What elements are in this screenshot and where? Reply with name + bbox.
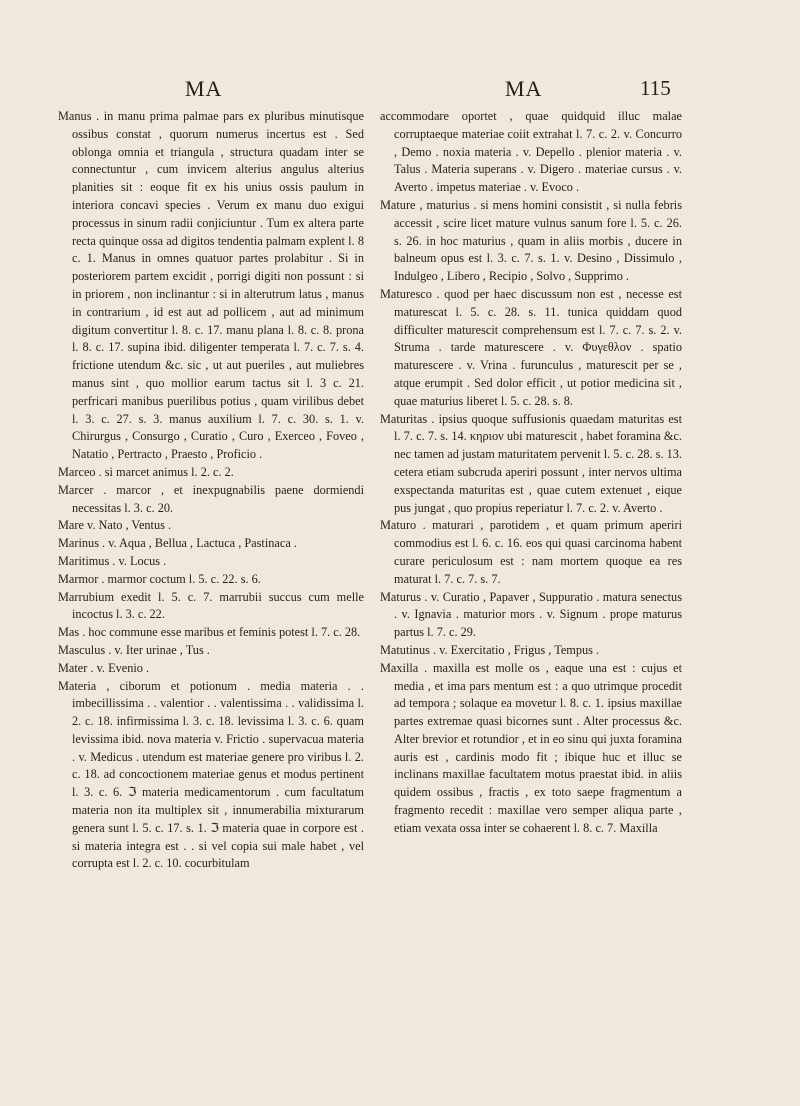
- entry-marinus: Marinus . v. Aqua , Bellua , Lactuca , Pastinaca .: [58, 536, 297, 551]
- entry-maturo: Maturo . maturari , parotidem , et quam primum aperiri commodius est l. 6. c. 16. eos qui quasi carcinoma habent curare periculosum est : nam mortem quoque ea res maturat l. 7. c. 7. s. 7.: [380, 518, 682, 586]
- entry-maxilla: Maxilla . maxilla est molle os , eaque una est : cujus et media , et ima pars mentum est : a quo utrimque procedit ad tempora ; solaque ea movetur l. 8. c. 1. ipsius maxillae partes extremae quasi bicornes sunt . Alter processus &c. Alter brevior et rotundior , et in eo sinu qui juxta foramina auris est , cardinis modo fit ; ibique huc et illuc se inclinans maxillae facultatem motus praestat ibid. in aliis quidem ossibus , fractis , ex toto saepe fragmentum a fragmento recedit : maxillae vero semper aliqua parte , etiam vexata ossa inter se cohaerent l. 8. c. 7. Maxilla: [380, 660, 682, 835]
- entry-manus: Manus . in manu prima palmae pars ex pluribus minutisque ossibus constat , quorum numerus incertus est . Sed oblonga omnia et triangula , structura quadam inter se connectuntur , cum invicem alterius angulus alterius planities sit : eoque fit ex his unius ossis paulum in interiora concavi species . Verum ex manu duo exigui processus in sinum radii conjiciuntur . Tum ex altera parte recta quinque ossa ad digitos tendentia palmam explent l. 8 c. 1. Manus in omnes quatuor partes prolabitur . Si in posteriorem partem excidit , porrigi digiti non possunt : si in priorem , non inclinantur : si in alterutrum latus , manus in contrarium , id est aut ad pollicem , aut ad minimum digitum convertitur l. 8. c. 17. manu plana l. 8. c. 8. prona l. 8. c. 17. supina ibid. diligenter temperata l. 7. c. 7. s. 4. frictione utendum &c. sic , ut aut pueriles , aut muliebres manus sint , quo mollior earum tactus sit l. 3 c. 21. perfricari manibus puerilibus potius , quam virilibus debet l. 3. c. 27. s. 3. manus auxilium l. 7. c. 30. s. 1. v. Chirurgus , Consurgo , Curatio , Curo , Exerceo , Foveo , Natatio , Pertracto , Praesto , Proficio .: [58, 109, 364, 462]
- entry-masculus: Masculus . v. Iter urinae , Tus .: [58, 642, 210, 657]
- entry-mas: Mas . hoc commune esse maribus et feminis potest l. 7. c. 28.: [58, 625, 361, 640]
- entry-materia: Materia , ciborum et potionum . media materia . . imbecillissima . . valentior . . valentissima . . validissima l. 2. c. 18. infirmissima l. 3. c. 18. levissima l. 3. c. 6. quam levissima ibid. nova materia v. Frictio . supervacua materia . v. Medicus . utendum est materiae genere pro viribus l. 2. c. 18. ad concoctionem materiae genus et modus pertinent l. 3. c. 6. ℑ materia medicamentorum . cum facultatum materia non ita multiplex sit , innumerabilia mixturarum genera sunt l. 5. c. 17. s. 1. ℑ materia quae in corpore est . si materia integra est . . si vel copia sui male habet , vel corrupta est l. 2. c. 10. cocurbitulam: [58, 678, 364, 871]
- entry-marrubium: Marrubium exedit l. 5. c. 7. marrubii succus cum melle incoctus l. 3. c. 22.: [58, 589, 364, 622]
- entry-maritimus: Maritimus . v. Locus .: [58, 553, 167, 568]
- right-headword: MA: [505, 76, 543, 101]
- entry-mare: Mare v. Nato , Ventus .: [58, 518, 172, 533]
- entry-maturitas: Maturitas . ipsius quoque suffusionis quaedam maturitas est l. 7. c. 7. s. 14. κηριον ubi maturescit , habet foramina &c. nec tamen ad justam maturitatem pervenit l. 5. c. 28. s. 13. cetera etiam subcruda aperiri possunt , inter nervos ultima exspectanda maturitas est , quae cutem extenuet , eique pus jungat , quo propius reperiatur l. 7. c. 2. v. Averto .: [380, 411, 682, 515]
- entry-mature: Mature , maturius . si mens homini consistit , si nulla febris accessit , scire licet mature vulnus sanum fore l. 5. c. 26. s. 26. in hoc maturius , quam in aliis morbis , ducere in balneum opus est l. 3. c. 7. s. 1. v. Desino , Dissimulo , Indulgeo , Libero , Recipio , Solvo , Supprimo .: [380, 197, 682, 284]
- left-column: [58, 108, 364, 873]
- entry-marceo: Marceo . si marcet animus l. 2. c. 2.: [58, 464, 234, 479]
- entry-matutinus: Matutinus . v. Exercitatio , Frigus , Tempus .: [380, 642, 600, 657]
- page-number: 115: [640, 76, 671, 100]
- running-header: [0, 76, 800, 102]
- entry-maturesco: Maturesco . quod per haec discussum non est , necesse est maturescat l. 5. c. 28. s. 11. tunica quiddam quod difficulter maturescit comprehensum est l. 7. c. 7. s. 2. v. Struma . tarde maturescere . v. Φυγεθλον . spatio maturescere . v. Vrina . furunculus , maturescit per se , atque erumpit . Sed dolor efficit , ut potior medicina sit , quae maturius liberet l. 5. c. 28. s. 8.: [380, 286, 682, 408]
- entry-marcer: Marcer . marcor , et inexpugnabilis paene dormiendi necessitas l. 3. c. 20.: [58, 482, 364, 515]
- right-column: [380, 108, 682, 838]
- entry-marmor: Marmor . marmor coctum l. 5. c. 22. s. 6.: [58, 571, 261, 586]
- entry-materia-continued: accommodare oportet , quae quidquid illuc malae corruptaeque materiae coiit extrahat l. 7. c. 2. v. Concurro , Demo . noxia materia . v. Depello . plenior materia . v. Talus . Materia superans . v. Digero . materiae cursus . v. Averto . impetus materiae . v. Evoco .: [380, 109, 682, 195]
- left-headword: MA: [185, 76, 223, 101]
- entry-maturus: Maturus . v. Curatio , Papaver , Suppuratio . matura senectus . v. Ignavia . maturior mors . v. Signum . prope maturus partus l. 7. c. 29.: [380, 589, 682, 640]
- entry-mater: Mater . v. Evenio .: [58, 660, 150, 675]
